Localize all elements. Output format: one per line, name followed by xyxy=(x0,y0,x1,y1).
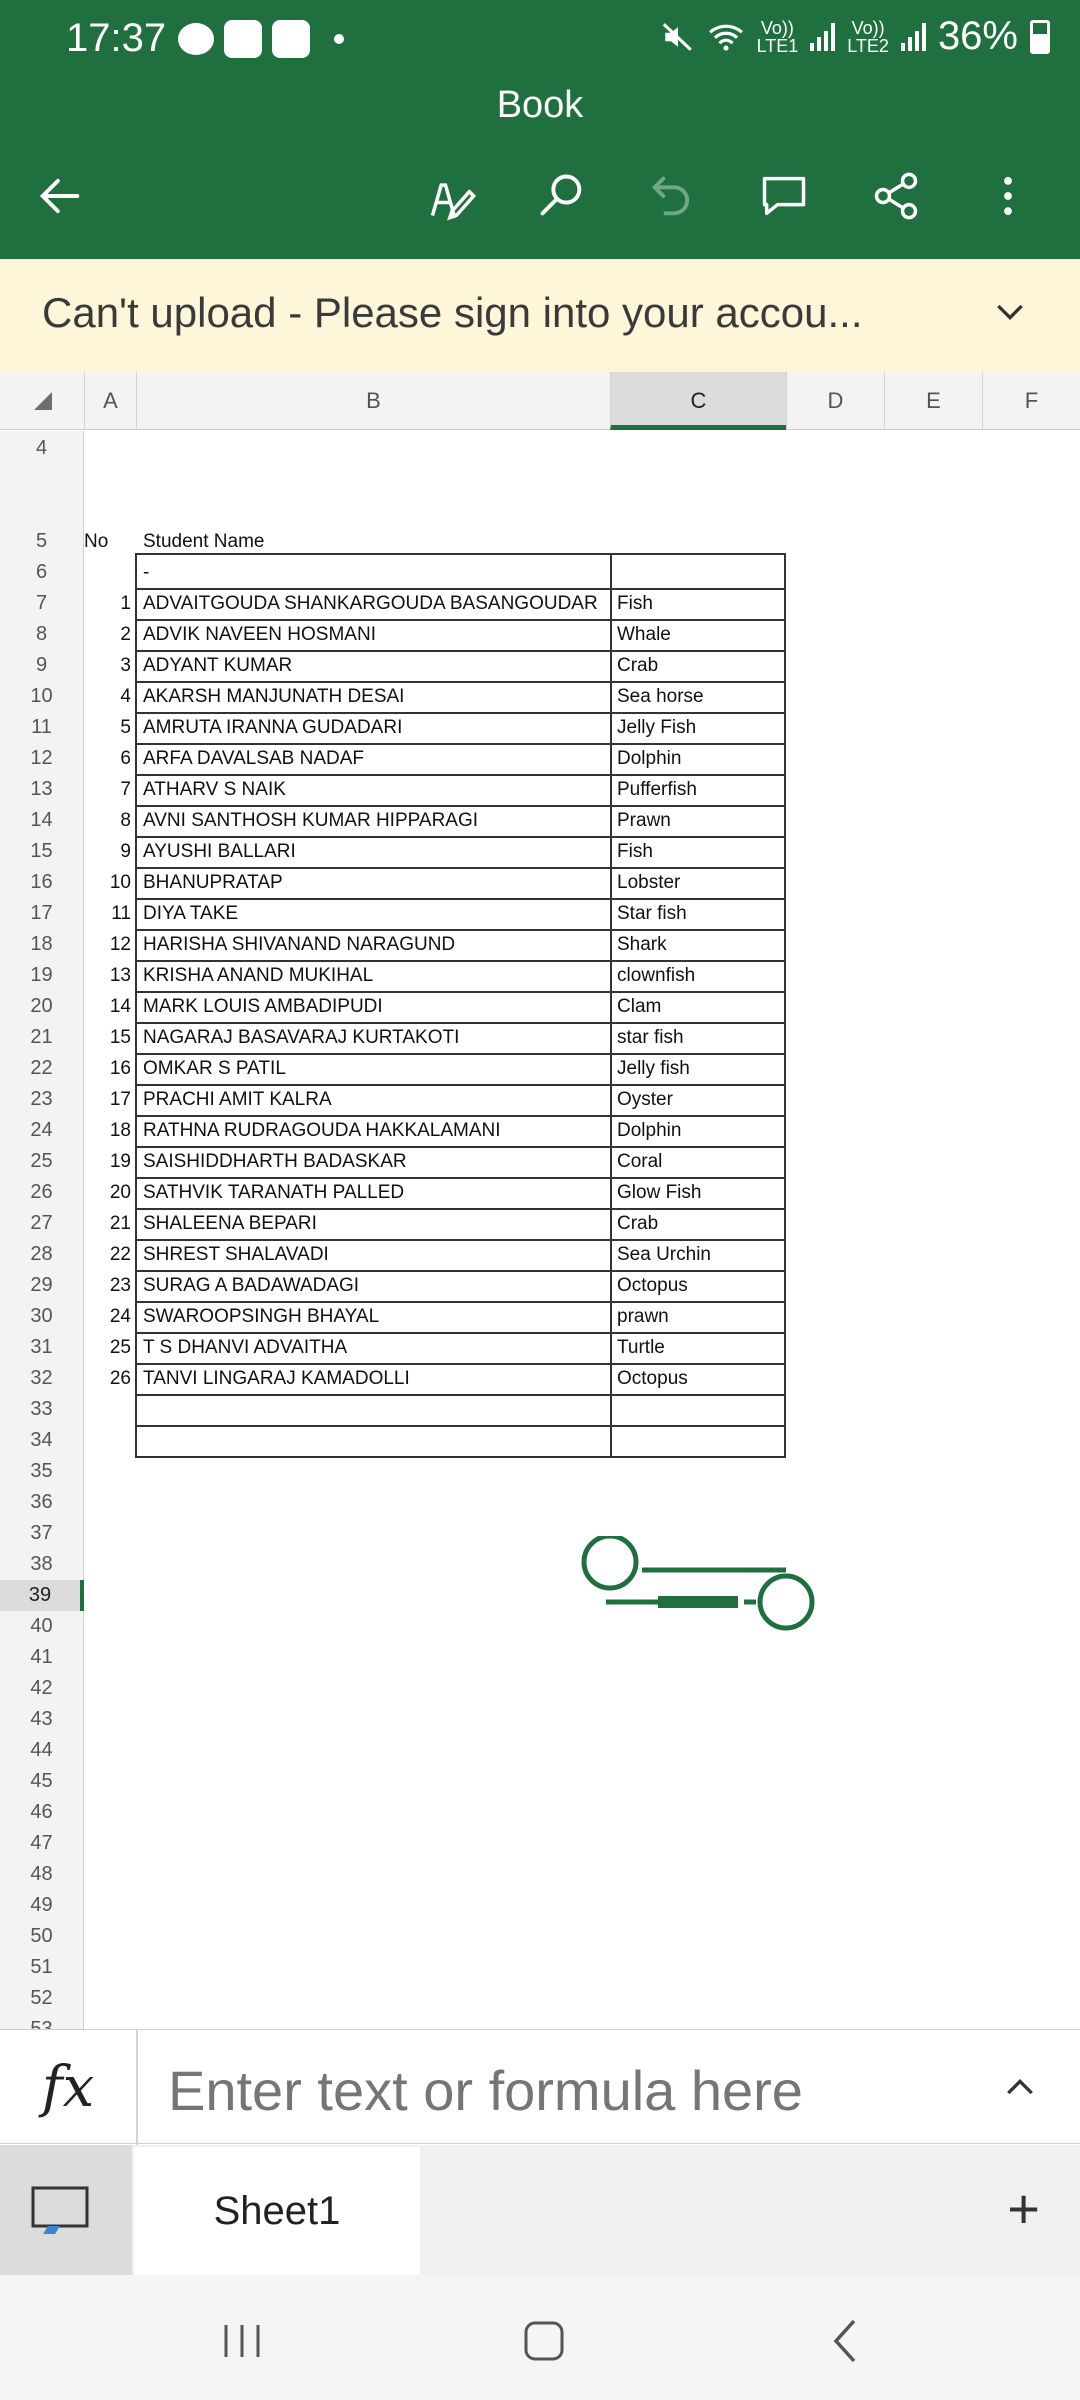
row-header-39[interactable]: 39 xyxy=(0,1580,84,1611)
signal-2-icon xyxy=(901,23,926,51)
animal-cell[interactable]: Jelly Fish xyxy=(617,717,697,738)
formula-input[interactable] xyxy=(168,2058,988,2123)
no-cell[interactable]: 22 xyxy=(109,1244,131,1265)
no-cell[interactable]: 16 xyxy=(109,1058,131,1079)
row-header-35[interactable]: 35 xyxy=(0,1456,84,1487)
student-name-cell[interactable]: PRACHI AMIT KALRA xyxy=(143,1089,332,1110)
student-name-cell[interactable]: SHALEENA BEPARI xyxy=(143,1213,317,1234)
table-gridline xyxy=(135,836,786,838)
row-header-37[interactable]: 37 xyxy=(0,1518,84,1549)
notification-icons xyxy=(178,20,344,58)
select-all-corner[interactable] xyxy=(0,372,84,430)
banner-text: Can't upload - Please sign into your accou... xyxy=(42,289,863,336)
row-header-12[interactable]: 12 xyxy=(0,743,84,774)
back-nav-icon[interactable] xyxy=(816,2311,876,2371)
app-notification-icon xyxy=(224,20,262,58)
animal-cell[interactable]: Coral xyxy=(617,1151,663,1172)
animal-cell[interactable]: Pufferfish xyxy=(617,779,697,800)
battery-percent: 36% xyxy=(937,14,1018,58)
no-cell[interactable]: 5 xyxy=(120,717,131,738)
chevron-up-icon[interactable] xyxy=(1000,2068,1040,2108)
search-icon[interactable] xyxy=(532,166,592,226)
share-icon[interactable] xyxy=(866,166,926,226)
more-notifications-dot-icon xyxy=(334,34,344,44)
table-gridline xyxy=(135,553,137,1456)
animal-cell[interactable]: Prawn xyxy=(617,810,671,831)
column-header-b[interactable]: B xyxy=(136,372,610,430)
header-student-name-cell[interactable]: Student Name xyxy=(143,531,265,552)
student-name-cell[interactable]: KRISHA ANAND MUKIHAL xyxy=(143,965,374,986)
row-header-27[interactable]: 27 xyxy=(0,1208,84,1239)
row-header-9[interactable]: 9 xyxy=(0,650,84,681)
row-header-20[interactable]: 20 xyxy=(0,991,84,1022)
row6-b-cell[interactable]: - xyxy=(143,562,150,583)
table-gridline xyxy=(135,1239,786,1241)
no-cell[interactable]: 9 xyxy=(120,841,131,862)
row-header-40[interactable]: 40 xyxy=(0,1611,84,1642)
no-cell[interactable]: 19 xyxy=(109,1151,131,1172)
row-header-43[interactable]: 43 xyxy=(0,1704,84,1735)
status-right xyxy=(661,14,1050,59)
animal-cell[interactable]: Dolphin xyxy=(617,748,682,769)
student-name-cell[interactable]: SHREST SHALAVADI xyxy=(143,1244,329,1265)
row-header-44[interactable]: 44 xyxy=(0,1735,84,1766)
table-gridline xyxy=(135,1425,786,1427)
system-nav-bar xyxy=(0,2275,1080,2400)
table-gridline xyxy=(135,743,786,745)
row-header-15[interactable]: 15 xyxy=(0,836,84,867)
student-name-cell[interactable]: NAGARAJ BASAVARAJ KURTAKOTI xyxy=(143,1027,460,1048)
back-arrow-icon[interactable] xyxy=(30,166,90,226)
row-header-26[interactable]: 26 xyxy=(0,1177,84,1208)
animal-cell[interactable]: Shark xyxy=(617,934,667,955)
no-cell[interactable]: 13 xyxy=(109,965,131,986)
no-cell[interactable]: 17 xyxy=(109,1089,131,1110)
status-time: 17:37 xyxy=(66,16,167,60)
row-header-4[interactable]: 4 xyxy=(0,431,84,526)
table-gridline xyxy=(135,805,786,807)
table-gridline xyxy=(135,1115,786,1117)
animal-cell[interactable]: Octopus xyxy=(617,1368,688,1389)
signal-1-icon xyxy=(810,23,835,51)
animal-cell[interactable]: Oyster xyxy=(617,1089,673,1110)
row-header-10[interactable]: 10 xyxy=(0,681,84,712)
column-header-c[interactable]: C xyxy=(610,372,786,430)
no-cell[interactable]: 11 xyxy=(111,903,131,924)
row-header-52[interactable]: 52 xyxy=(0,1983,84,2014)
student-name-cell[interactable]: SATHVIK TARANATH PALLED xyxy=(143,1182,405,1203)
sheet-tab-bar xyxy=(0,2145,1080,2275)
table-gridline xyxy=(135,1084,786,1086)
table-gridline xyxy=(135,929,786,931)
animal-cell[interactable]: Fish xyxy=(617,841,653,862)
column-header-e[interactable]: E xyxy=(884,372,982,430)
student-name-cell[interactable]: HARISHA SHIVANAND NARAGUND xyxy=(143,934,456,955)
animal-cell[interactable]: Whale xyxy=(617,624,671,645)
table-gridline xyxy=(135,774,786,776)
no-cell[interactable]: 1 xyxy=(120,593,131,614)
animal-cell[interactable]: Turtle xyxy=(617,1337,665,1358)
student-name-cell[interactable]: OMKAR S PATIL xyxy=(143,1058,286,1079)
column-header-bar xyxy=(0,372,1080,430)
sheet-view-toggle[interactable] xyxy=(0,2145,132,2275)
no-cell[interactable]: 6 xyxy=(120,748,131,769)
no-cell[interactable]: 18 xyxy=(109,1120,131,1141)
row-header-33[interactable]: 33 xyxy=(0,1394,84,1425)
student-name-cell[interactable]: SAISHIDDHARTH BADASKAR xyxy=(143,1151,407,1172)
no-cell[interactable]: 25 xyxy=(109,1337,131,1358)
animal-cell[interactable]: clownfish xyxy=(617,965,696,986)
row-header-13[interactable]: 13 xyxy=(0,774,84,805)
battery-icon xyxy=(1030,20,1050,54)
row-header-24[interactable]: 24 xyxy=(0,1115,84,1146)
row-header-21[interactable]: 21 xyxy=(0,1022,84,1053)
no-cell[interactable]: 20 xyxy=(109,1182,131,1203)
row-header-36[interactable]: 36 xyxy=(0,1487,84,1518)
row-header-30[interactable]: 30 xyxy=(0,1301,84,1332)
table-gridline xyxy=(135,553,786,555)
row-header-48[interactable]: 48 xyxy=(0,1859,84,1890)
table-gridline xyxy=(135,1053,786,1055)
animal-cell[interactable]: Dolphin xyxy=(617,1120,682,1141)
row-header-5[interactable]: 5 xyxy=(0,526,84,557)
student-name-cell[interactable]: AMRUTA IRANNA GUDADARI xyxy=(143,717,403,738)
student-name-cell[interactable]: ADVAITGOUDA SHANKARGOUDA BASANGOUDAR xyxy=(143,593,598,614)
animal-cell[interactable]: Fish xyxy=(617,593,653,614)
no-cell[interactable]: 14 xyxy=(109,996,131,1017)
student-name-cell[interactable]: SWAROOPSINGH BHAYAL xyxy=(143,1306,380,1327)
table-gridline xyxy=(135,650,786,652)
row-header-51[interactable]: 51 xyxy=(0,1952,84,1983)
row-header-42[interactable]: 42 xyxy=(0,1673,84,1704)
row-header-23[interactable]: 23 xyxy=(0,1084,84,1115)
row-header-34[interactable]: 34 xyxy=(0,1425,84,1456)
animal-cell[interactable]: Sea horse xyxy=(617,686,704,707)
fx-button[interactable]: fx xyxy=(0,2030,138,2145)
table-gridline xyxy=(135,991,786,993)
row-header-19[interactable]: 19 xyxy=(0,960,84,991)
table-gridline xyxy=(135,1456,786,1458)
column-header-a[interactable]: A xyxy=(84,372,136,430)
animal-cell[interactable]: prawn xyxy=(617,1306,669,1327)
row-header-14[interactable]: 14 xyxy=(0,805,84,836)
recent-apps-icon[interactable] xyxy=(212,2311,272,2371)
animal-cell[interactable]: Glow Fish xyxy=(617,1182,702,1203)
animal-cell[interactable]: Crab xyxy=(617,1213,659,1234)
row-header-45[interactable]: 45 xyxy=(0,1766,84,1797)
table-gridline xyxy=(135,898,786,900)
student-name-cell[interactable]: RATHNA RUDRAGOUDA HAKKALAMANI xyxy=(143,1120,501,1141)
tab-sheet1[interactable]: Sheet1 xyxy=(134,2147,420,2275)
chevron-down-icon[interactable] xyxy=(990,291,1030,331)
student-name-cell[interactable]: ATHARV S NAIK xyxy=(143,779,286,800)
draw-pen-icon[interactable] xyxy=(422,166,482,226)
table-gridline xyxy=(135,1332,786,1334)
table-gridline xyxy=(135,588,786,590)
table-gridline xyxy=(135,712,786,714)
student-name-cell[interactable]: ARFA DAVALSAB NADAF xyxy=(143,748,365,769)
no-cell[interactable]: 2 xyxy=(120,624,131,645)
row-header-8[interactable]: 8 xyxy=(0,619,84,650)
row-header-17[interactable]: 17 xyxy=(0,898,84,929)
table-gridline xyxy=(135,1208,786,1210)
row-header-25[interactable]: 25 xyxy=(0,1146,84,1177)
student-name-cell[interactable]: ADVIK NAVEEN HOSMANI xyxy=(143,624,376,645)
row-header-49[interactable]: 49 xyxy=(0,1890,84,1921)
animal-cell[interactable]: Lobster xyxy=(617,872,681,893)
formula-bar xyxy=(0,2029,1080,2144)
wifi-icon xyxy=(707,20,745,54)
document-title[interactable]: Book xyxy=(496,84,584,126)
app-notification-icon xyxy=(272,20,310,58)
column-header-d[interactable]: D xyxy=(786,372,884,430)
row-header-29[interactable]: 29 xyxy=(0,1270,84,1301)
no-cell[interactable]: 24 xyxy=(109,1306,131,1327)
student-name-cell[interactable]: T S DHANVI ADVAITHA xyxy=(143,1337,348,1358)
table-gridline xyxy=(135,1177,786,1179)
table-gridline xyxy=(135,1363,786,1365)
table-gridline xyxy=(784,553,786,1456)
animal-cell[interactable]: Star fish xyxy=(617,903,687,924)
table-gridline xyxy=(610,553,612,1456)
student-name-cell[interactable]: SURAG A BADAWADAGI xyxy=(143,1275,360,1296)
home-icon[interactable] xyxy=(514,2311,574,2371)
table-gridline xyxy=(135,867,786,869)
comment-icon[interactable] xyxy=(754,166,814,226)
row-header-32[interactable]: 32 xyxy=(0,1363,84,1394)
mute-icon xyxy=(661,20,695,54)
row-header-7[interactable]: 7 xyxy=(0,588,84,619)
row-header-50[interactable]: 50 xyxy=(0,1921,84,1952)
row-header-22[interactable]: 22 xyxy=(0,1053,84,1084)
student-name-cell[interactable]: DIYA TAKE xyxy=(143,903,239,924)
row-header-28[interactable]: 28 xyxy=(0,1239,84,1270)
no-cell[interactable]: 26 xyxy=(109,1368,131,1389)
no-cell[interactable]: 3 xyxy=(120,655,131,676)
top-bar xyxy=(0,0,1080,259)
no-cell[interactable]: 4 xyxy=(120,686,131,707)
sim1-label: Vo)) LTE1 xyxy=(756,17,799,56)
row-header-38[interactable]: 38 xyxy=(0,1549,84,1580)
table-gridline xyxy=(135,619,786,621)
animal-cell[interactable]: Octopus xyxy=(617,1275,688,1296)
upload-warning-banner[interactable] xyxy=(0,259,1080,372)
animal-cell[interactable]: Crab xyxy=(617,655,659,676)
column-header-f[interactable]: F xyxy=(982,372,1080,430)
table-gridline xyxy=(135,1301,786,1303)
animal-cell[interactable]: Jelly fish xyxy=(617,1058,690,1079)
row-header-11[interactable]: 11 xyxy=(0,712,84,743)
animal-cell[interactable]: Sea Urchin xyxy=(617,1244,711,1265)
sheet-view-icon xyxy=(30,2185,90,2237)
no-cell[interactable]: 15 xyxy=(109,1027,131,1048)
more-vert-icon[interactable] xyxy=(978,166,1038,226)
table-gridline xyxy=(135,1022,786,1024)
no-cell[interactable]: 7 xyxy=(120,779,131,800)
student-name-cell[interactable]: ADYANT KUMAR xyxy=(143,655,293,676)
row-header-31[interactable]: 31 xyxy=(0,1332,84,1363)
student-name-cell[interactable]: MARK LOUIS AMBADIPUDI xyxy=(143,996,383,1017)
header-no-cell[interactable]: No xyxy=(84,531,109,552)
chat-notification-icon xyxy=(178,23,214,55)
row-header-6[interactable]: 6 xyxy=(0,557,84,588)
animal-cell[interactable]: star fish xyxy=(617,1027,684,1048)
table-gridline xyxy=(135,681,786,683)
student-name-cell[interactable]: BHANUPRATAP xyxy=(143,872,283,893)
student-name-cell[interactable]: AVNI SANTHOSH KUMAR HIPPARAGI xyxy=(143,810,479,831)
row-header-18[interactable]: 18 xyxy=(0,929,84,960)
student-name-cell[interactable]: AYUSHI BALLARI xyxy=(143,841,296,862)
animal-cell[interactable]: Clam xyxy=(617,996,662,1017)
row-header-46[interactable]: 46 xyxy=(0,1797,84,1828)
row-header-41[interactable]: 41 xyxy=(0,1642,84,1673)
table-gridline xyxy=(135,1270,786,1272)
sim2-label: Vo)) LTE2 xyxy=(847,17,889,56)
row-header-47[interactable]: 47 xyxy=(0,1828,84,1859)
table-gridline xyxy=(135,1394,786,1396)
student-name-cell[interactable]: TANVI LINGARAJ KAMADOLLI xyxy=(143,1368,410,1389)
table-gridline xyxy=(135,1146,786,1148)
spreadsheet-grid[interactable] xyxy=(84,431,1080,2029)
no-cell[interactable]: 23 xyxy=(109,1275,131,1296)
no-cell[interactable]: 12 xyxy=(109,934,131,955)
selection-handle-icon[interactable] xyxy=(570,1536,830,1632)
no-cell[interactable]: 8 xyxy=(120,810,131,831)
row-header-16[interactable]: 16 xyxy=(0,867,84,898)
undo-icon[interactable] xyxy=(642,166,702,226)
no-cell[interactable]: 10 xyxy=(109,872,131,893)
no-cell[interactable]: 21 xyxy=(109,1213,131,1234)
add-sheet-button[interactable]: + xyxy=(1007,2177,1040,2240)
table-gridline xyxy=(135,960,786,962)
student-name-cell[interactable]: AKARSH MANJUNATH DESAI xyxy=(143,686,405,707)
